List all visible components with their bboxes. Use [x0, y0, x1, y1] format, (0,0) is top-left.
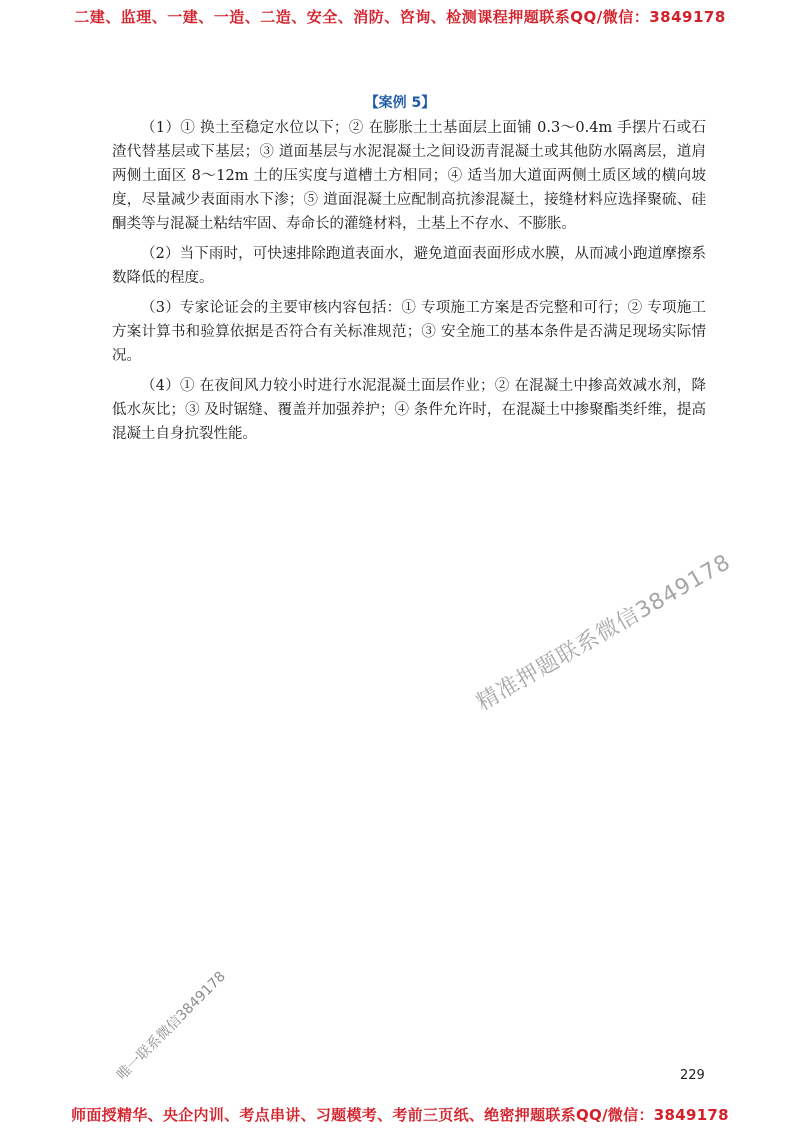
case-title: 【案例 5】	[364, 95, 436, 111]
top-promo-banner: 二建、监理、一建、一造、二造、安全、消防、咨询、检测课程押题联系QQ/微信：3849178	[74, 8, 726, 26]
answer-paragraph-1: （1）① 换土至稳定水位以下；② 在膨胀土土基面层上面铺 0.3～0.4m 手摆片石或石渣代替基层或下基层；③ 道面基层与水泥混凝土之间设沥青混凝土或其他防水隔离层，道肩两侧土面区 8～12m 土的压实度与道槽土方相同；④ 适当加大道面两侧土质区域的横向坡度，尽量减少表面雨水下渗；⑤ 道面混凝土应配制高抗渗混凝土，接缝材料应选择聚硫、硅酮类等与混凝土粘结牢固、寿命长的灌缝材料，土基上不存水、不膨胀。	[112, 120, 706, 232]
watermark-secondary: 唯一联系微信3849178	[114, 968, 229, 1084]
case-answer-body	[112, 116, 706, 452]
page-number: 229	[680, 1068, 705, 1083]
answer-paragraph-2: （2）当下雨时，可快速排除跑道表面水，避免道面表面形成水膜，从而减小跑道摩擦系数降低的程度。	[112, 246, 706, 286]
answer-paragraph-4: （4）① 在夜间风力较小时进行水泥混凝土面层作业；② 在混凝土中掺高效减水剂，降低水灰比；③ 及时锯缝、覆盖并加强养护；④ 条件允许时，在混凝土中掺聚酯类纤维，提高混凝土自身抗裂性能。	[112, 378, 706, 442]
watermark-main: 精准押题联系微信3849178	[472, 549, 736, 716]
answer-paragraph-3: （3）专家论证会的主要审核内容包括：① 专项施工方案是否完整和可行；② 专项施工方案计算书和验算依据是否符合有关标准规范；③ 安全施工的基本条件是否满足现场实际情况。	[112, 300, 706, 364]
bottom-promo-banner: 师面授精华、央企内训、考点串讲、习题模考、考前三页纸、绝密押题联系QQ/微信：3849178	[71, 1106, 729, 1124]
